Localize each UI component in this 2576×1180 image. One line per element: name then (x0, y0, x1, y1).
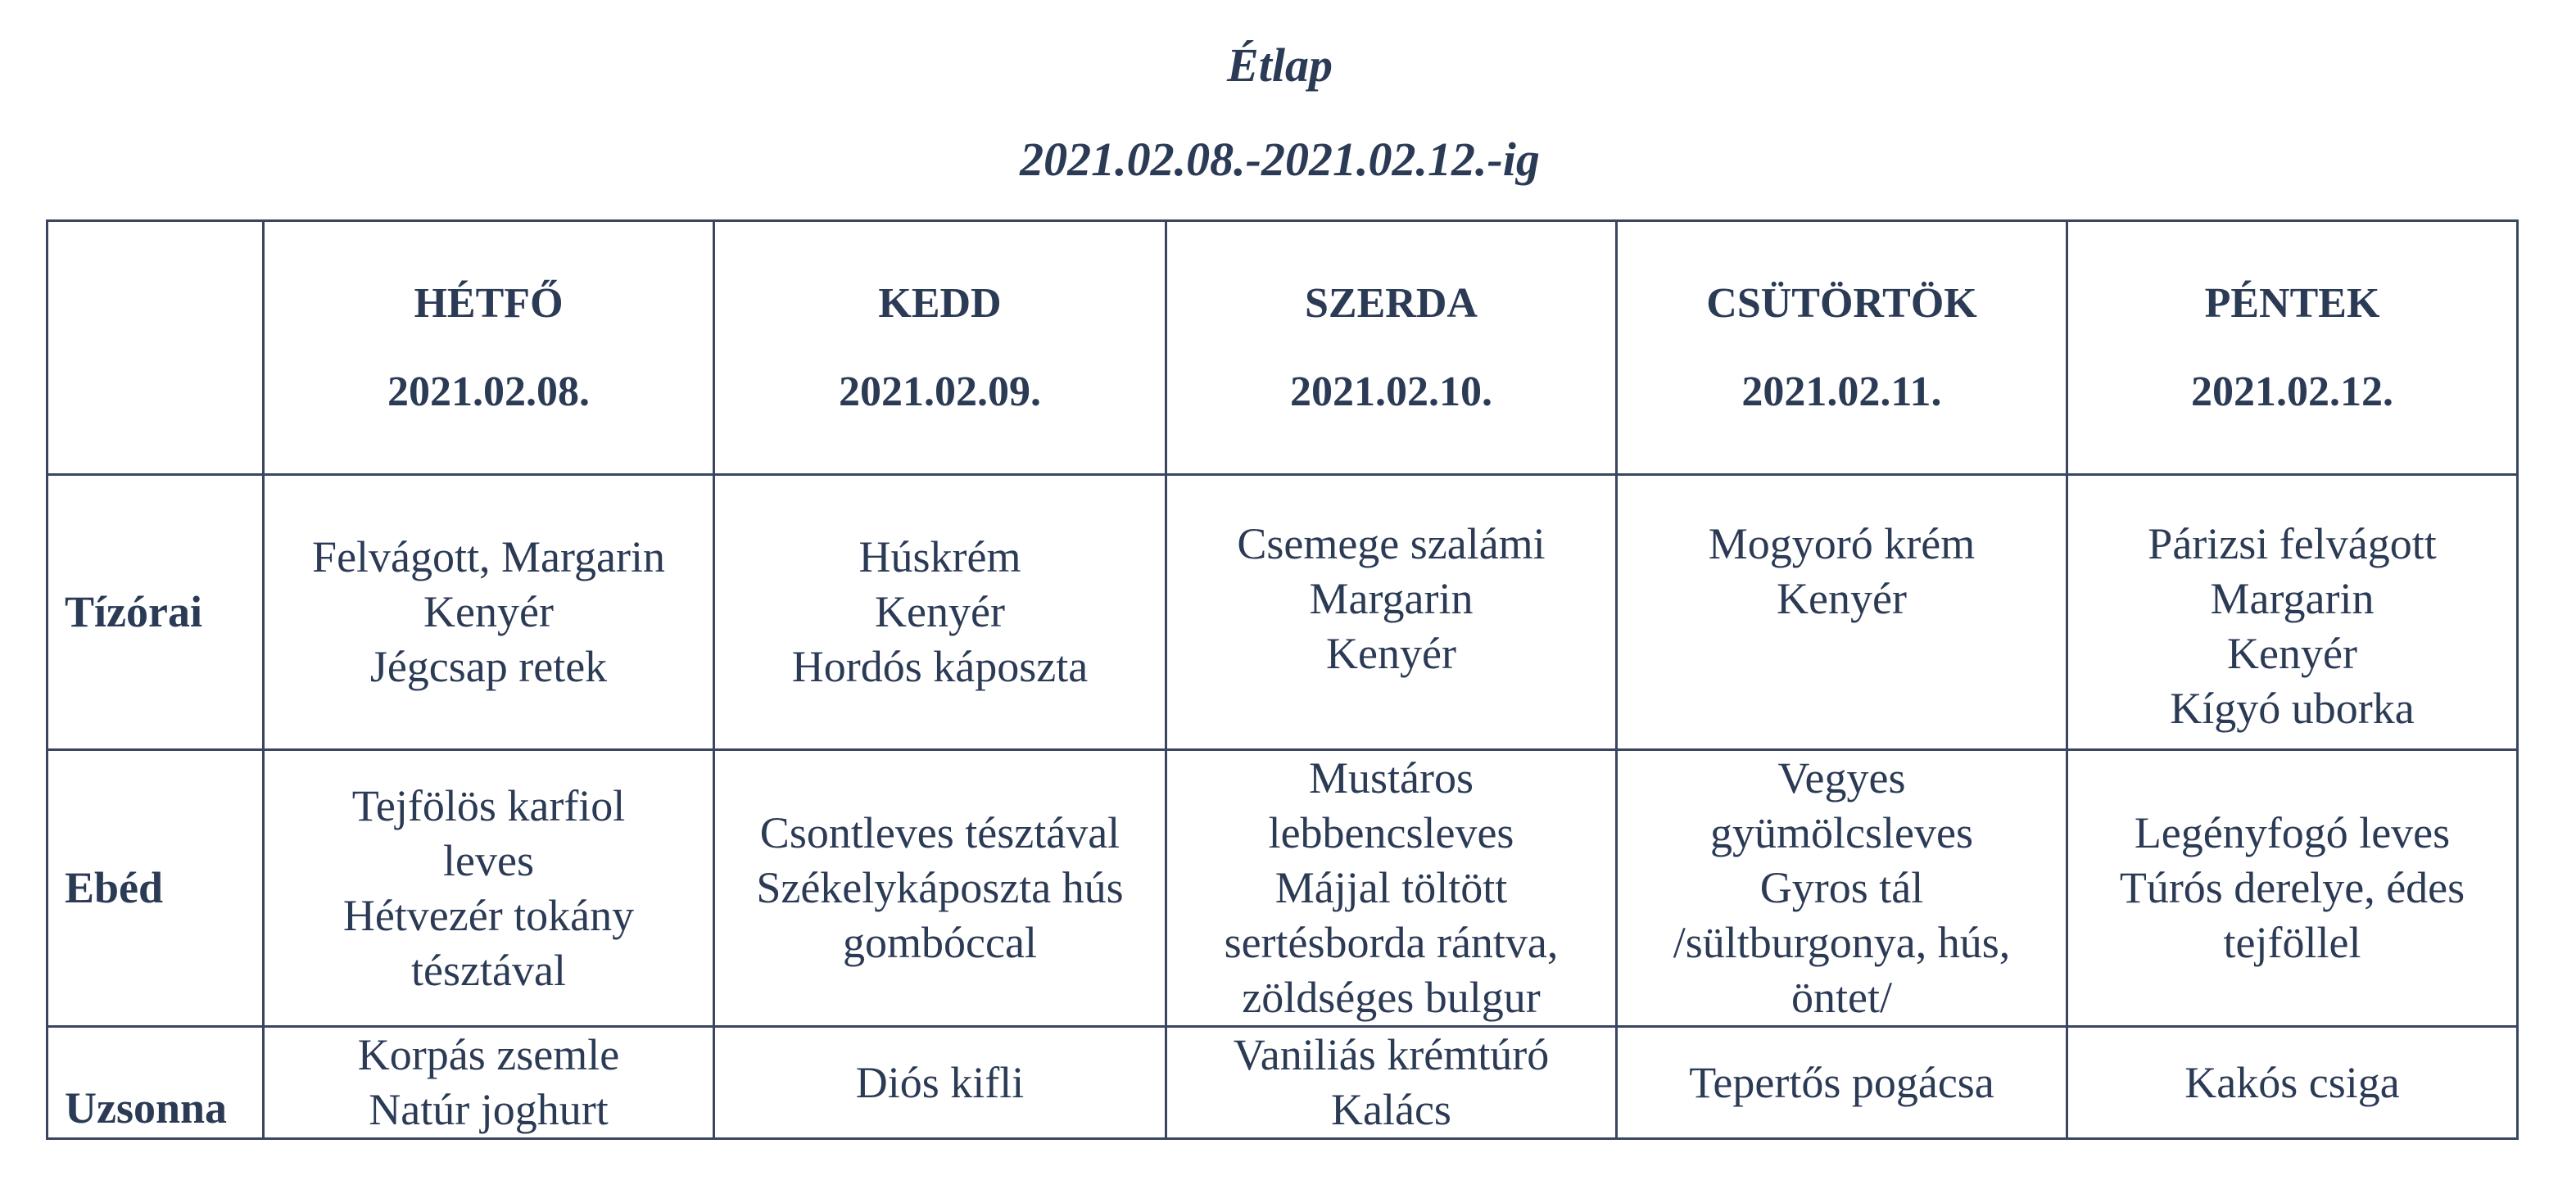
menu-item: Tejfölös karfiol (351, 780, 626, 830)
meal-row-ebed (48, 750, 2518, 1027)
menu-cell (1617, 475, 2067, 750)
menu-item: gyümölcsleves (1710, 808, 1973, 857)
menu-item: Kalács (1331, 1085, 1451, 1134)
meal-label: Tízórai (48, 475, 264, 750)
day-name: CSÜTÖRTÖK (1706, 279, 1977, 327)
page-title: Étlap (1227, 38, 1333, 92)
menu-item: Hordós káposzta (791, 642, 1089, 691)
menu-item: Kenyér (423, 587, 554, 636)
menu-item: Vaniliás krémtúró (1233, 1030, 1550, 1079)
menu-item: zöldséges bulgur (1242, 973, 1541, 1022)
menu-cell (2067, 750, 2518, 1027)
menu-item: Kenyér (875, 587, 1005, 636)
menu-item: Túrós derelye, édes (2119, 863, 2465, 912)
menu-item: Jégcsap retek (369, 642, 608, 691)
menu-item: leves (443, 835, 534, 885)
menu-item: gombóccal (843, 918, 1037, 967)
menu-item: Vegyes (1777, 753, 1906, 802)
day-header-cell (1166, 221, 1617, 475)
menu-item: Kígyó uborka (2170, 684, 2415, 733)
menu-item: Natúr joghurt (369, 1085, 609, 1134)
menu-cell (1617, 750, 2067, 1027)
menu-item: /sültburgonya, hús, (1673, 918, 2011, 967)
menu-item: Hétvezér tokány (342, 890, 635, 940)
menu-cell (714, 1027, 1166, 1139)
menu-item: Kakós csiga (2184, 1057, 2400, 1107)
menu-cell (1166, 750, 1617, 1027)
corner-cell (48, 221, 264, 475)
menu-cell (1166, 1027, 1617, 1139)
menu-item: tejföllel (2223, 918, 2361, 967)
day-date: 2021.02.08. (387, 368, 590, 415)
menu-item: Kenyér (1326, 629, 1456, 678)
menu-item: Margarin (1309, 574, 1474, 623)
day-header-cell (1617, 221, 2067, 475)
day-name: KEDD (878, 279, 1002, 327)
day-date: 2021.02.09. (839, 368, 1041, 415)
menu-item: Mustáros (1309, 753, 1474, 802)
menu-item: Tepertős pogácsa (1689, 1057, 1994, 1107)
day-name: PÉNTEK (2204, 279, 2380, 327)
menu-item: Diós kifli (855, 1057, 1025, 1107)
menu-cell (714, 475, 1166, 750)
day-date: 2021.02.11. (1741, 368, 1942, 415)
meal-row-tizorai (48, 475, 2518, 750)
menu-cell (714, 750, 1166, 1027)
date-range-subtitle: 2021.02.08.-2021.02.12.-ig (1020, 133, 1540, 186)
day-header-cell (264, 221, 714, 475)
menu-item: sertésborda rántva, (1224, 918, 1559, 967)
day-date: 2021.02.12. (2191, 368, 2393, 415)
menu-item: tésztával (411, 945, 566, 995)
menu-cell (1617, 1027, 2067, 1139)
day-header-cell (714, 221, 1166, 475)
menu-cell (2067, 1027, 2518, 1139)
menu-item: Korpás zsemle (357, 1030, 620, 1079)
menu-item: Májjal töltött (1274, 863, 1508, 912)
menu-cell (264, 750, 714, 1027)
menu-item: öntet/ (1791, 973, 1892, 1022)
meal-label: Ebéd (48, 750, 264, 1027)
menu-item: Húskrém (858, 532, 1021, 581)
table-header-row (48, 221, 2518, 475)
menu-item: Párizsi felvágott (2148, 519, 2437, 568)
menu-item: Kenyér (1777, 574, 1907, 623)
menu-item: Gyros tál (1759, 863, 1924, 912)
menu-item: Csontleves tésztával (759, 808, 1120, 857)
menu-cell (2067, 475, 2518, 750)
menu-item: Kenyér (2227, 629, 2357, 678)
menu-item: Csemege szalámi (1237, 519, 1546, 568)
menu-item: Margarin (2210, 574, 2375, 623)
menu-item: Mogyoró krém (1708, 519, 1976, 568)
day-name: HÉTFŐ (414, 279, 564, 327)
menu-item: lebbencsleves (1268, 808, 1514, 857)
menu-cell (264, 475, 714, 750)
day-date: 2021.02.10. (1290, 368, 1492, 415)
menu-item: Székelykáposzta hús (756, 863, 1124, 912)
day-header-cell (2067, 221, 2518, 475)
menu-cell (264, 1027, 714, 1139)
day-name: SZERDA (1305, 279, 1478, 327)
weekly-menu-table (46, 219, 2519, 1140)
meal-row-uzsonna (48, 1027, 2518, 1139)
menu-item: Legényfogó leves (2134, 808, 2451, 857)
menu-item: Felvágott, Margarin (312, 532, 665, 581)
meal-label: Uzsonna (48, 1027, 264, 1139)
menu-cell (1166, 475, 1617, 750)
